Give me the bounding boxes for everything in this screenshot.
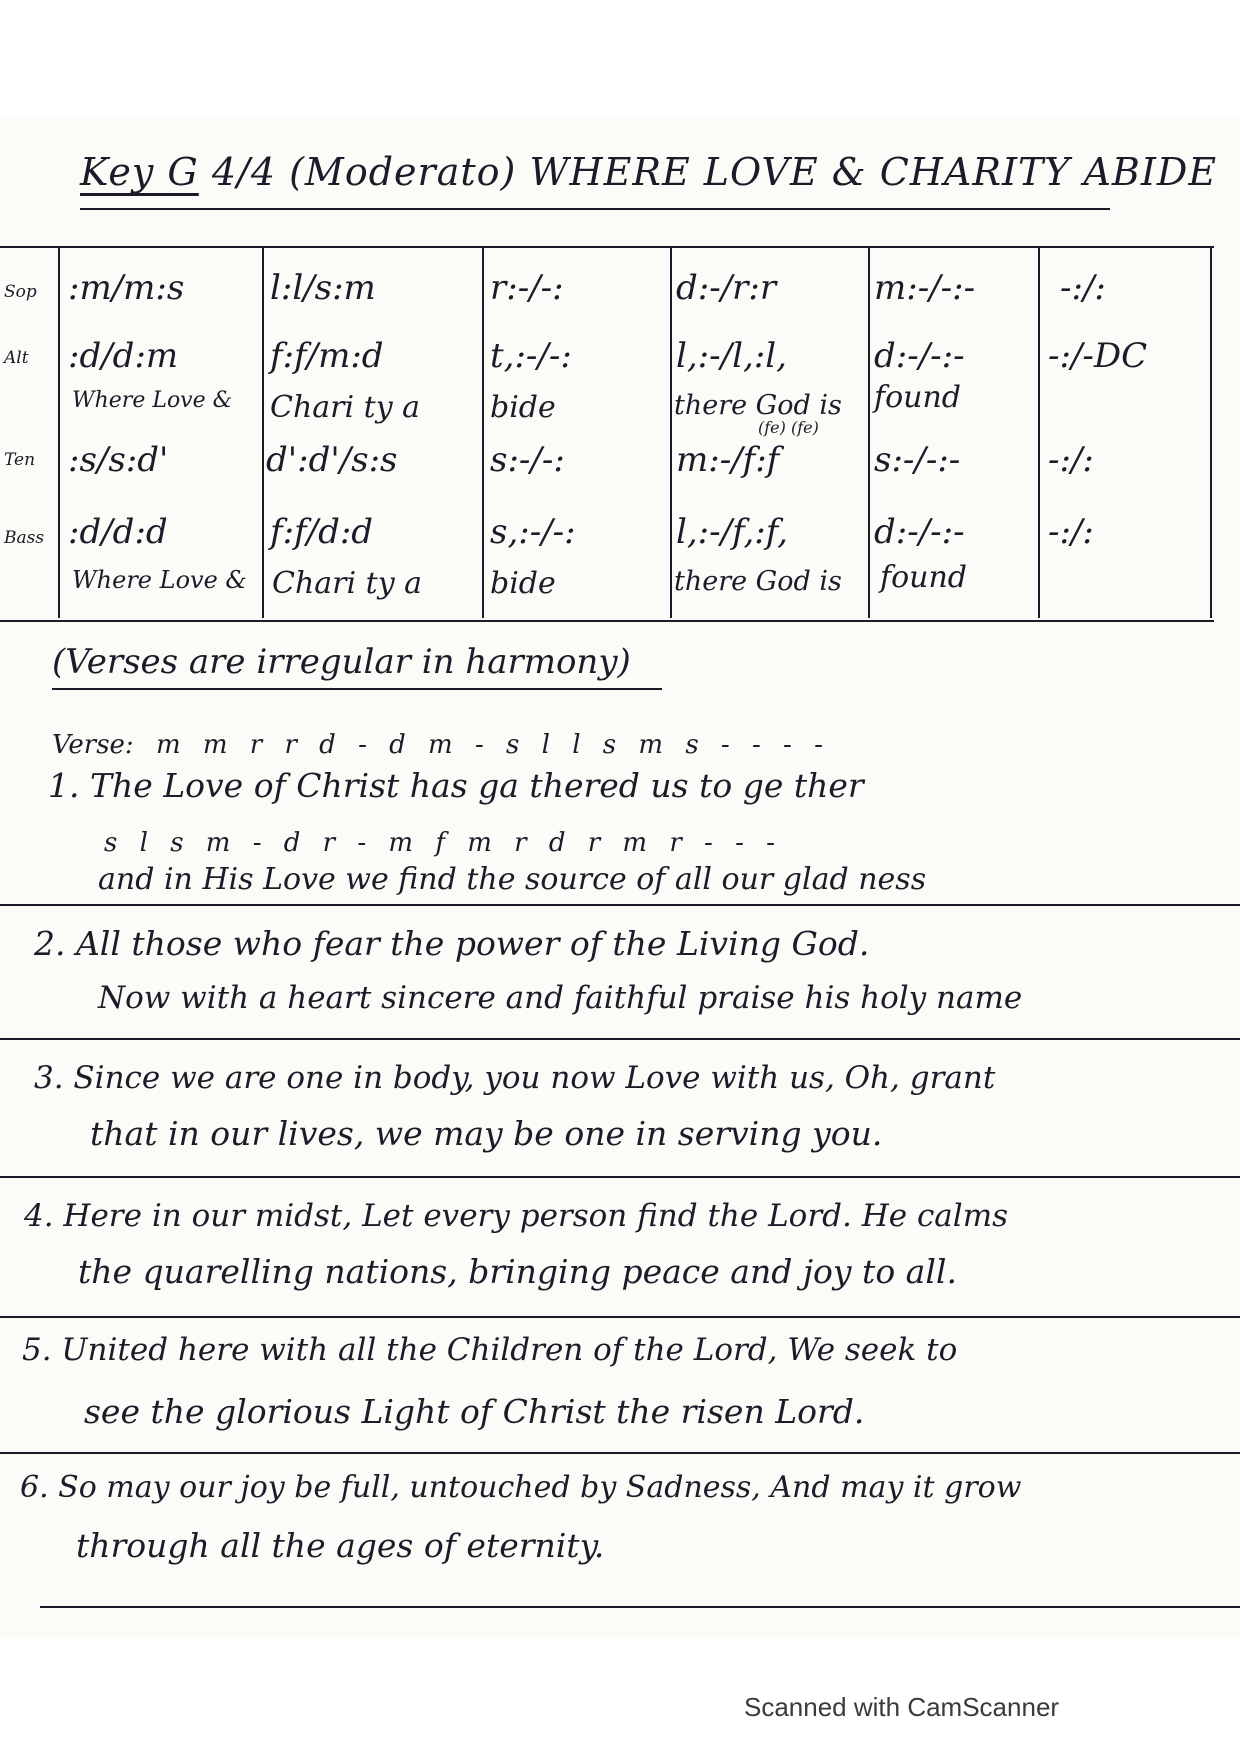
bass-measure: -:/:	[1048, 512, 1094, 552]
verse1-solfa-notes: Verse: m m r r d - d m - s l l s m s - - - -	[52, 730, 823, 760]
table-divider	[1210, 246, 1212, 618]
ten-measure: :s/s:d'	[68, 440, 169, 480]
verse3-line2: that in our lives, we may be one in serving you.	[90, 1114, 883, 1153]
verse-separator	[0, 1452, 1240, 1454]
verse4-line1: 4. Here in our midst, Let every person find the Lord. He calms	[24, 1198, 1009, 1234]
sop-measure: d:-/r:r	[676, 268, 777, 308]
ten-measure: s:-/-:	[490, 440, 565, 480]
scanner-watermark: Scanned with CamScanner	[744, 1692, 1060, 1722]
voice-label-bass: Bass	[4, 528, 45, 548]
verse-separator	[0, 904, 1240, 906]
bass-lyric: there God is	[674, 566, 842, 597]
tempo-marking: (Moderato)	[289, 150, 517, 194]
table-divider	[262, 246, 264, 618]
alt-measure: -:/-DC	[1048, 336, 1148, 376]
bass-lyric: Where Love &	[72, 566, 247, 594]
verse5-line2: see the glorious Light of Christ the risen Lord.	[84, 1392, 865, 1431]
sop-measure: :m/m:s	[68, 268, 185, 308]
alt-measure: t,:-/-:	[490, 336, 572, 376]
ten-measure: m:-/f:f	[676, 440, 780, 480]
verse2-line1: 2. All those who fear the power of the Living God.	[34, 924, 870, 963]
verse1-solfa-notes: s l s m - d r - m f m r d r m r - - -	[104, 828, 775, 858]
ten-measure: d':d'/s:s	[266, 440, 398, 480]
table-divider	[58, 246, 60, 618]
alt-lyric: there God is	[674, 390, 842, 421]
verse1-line1: 1. The Love of Christ has ga thered us to ge ther	[48, 766, 864, 805]
song-header	[80, 150, 1218, 194]
time-signature: 4/4	[211, 150, 277, 194]
alt-measure: f:f/m:d	[270, 336, 384, 376]
bass-measure: f:f/d:d	[270, 512, 374, 552]
title-underline	[80, 208, 1110, 210]
verse-separator	[0, 1316, 1240, 1318]
ten-measure: s:-/-:-	[874, 440, 961, 480]
verse-separator	[0, 1176, 1240, 1178]
verse4-line2: the quarelling nations, bringing peace and joy to all.	[78, 1252, 957, 1291]
alt-lyric: Chari ty a	[270, 390, 421, 425]
table-divider	[868, 246, 870, 618]
bass-lyric: bide	[490, 566, 556, 601]
sop-measure: m:-/-:-	[874, 268, 976, 308]
alt-lyric: bide	[490, 390, 556, 425]
verse2-line2: Now with a heart sincere and faithful praise his holy name	[98, 980, 1023, 1016]
alt-measure: :d/d:m	[68, 336, 179, 376]
bass-lyric: Chari ty a	[272, 566, 423, 601]
bass-lyric: found	[880, 560, 968, 595]
alt-lyric: found	[874, 380, 962, 415]
song-title: WHERE LOVE & CHARITY ABIDE	[529, 150, 1218, 194]
table-divider	[482, 246, 484, 618]
bass-measure: s,:-/-:	[490, 512, 576, 552]
table-divider	[1038, 246, 1040, 618]
sop-measure: r:-/-:	[490, 268, 564, 308]
verse5-line1: 5. United here with all the Children of the Lord, We seek to	[22, 1332, 958, 1368]
alt-measure: d:-/-:-	[874, 336, 965, 376]
sop-measure: -:/:	[1060, 268, 1106, 308]
verse-separator	[40, 1606, 1240, 1608]
harmony-note: (Verses are irregular in harmony)	[52, 642, 631, 682]
fe-annotation: (fe) (fe)	[758, 418, 819, 437]
verse6-line1: 6. So may our joy be full, untouched by Sadness, And may it grow	[20, 1470, 1022, 1505]
key-signature: Key G	[80, 150, 199, 194]
bass-measure: l,:-/f,:f,	[676, 512, 788, 552]
voice-label-ten: Ten	[4, 450, 36, 470]
verse3-line1: 3. Since we are one in body, you now Love with us, Oh, grant	[34, 1060, 996, 1096]
harmony-note-underline	[52, 688, 662, 690]
sop-measure: l:l/s:m	[270, 268, 376, 308]
bass-measure: :d/d:d	[68, 512, 168, 552]
verse6-line2: through all the ages of eternity.	[76, 1526, 605, 1565]
ten-measure: -:/:	[1048, 440, 1094, 480]
verse1-line2: and in His Love we find the source of all our glad ness	[98, 862, 927, 897]
alt-lyric: Where Love &	[72, 388, 233, 413]
table-divider	[670, 246, 672, 618]
bass-measure: d:-/-:-	[874, 512, 965, 552]
verse-separator	[0, 1038, 1240, 1040]
voice-label-sop: Sop	[4, 282, 37, 302]
voice-label-alt: Alt	[4, 348, 29, 368]
alt-measure: l,:-/l,:l,	[676, 336, 787, 376]
